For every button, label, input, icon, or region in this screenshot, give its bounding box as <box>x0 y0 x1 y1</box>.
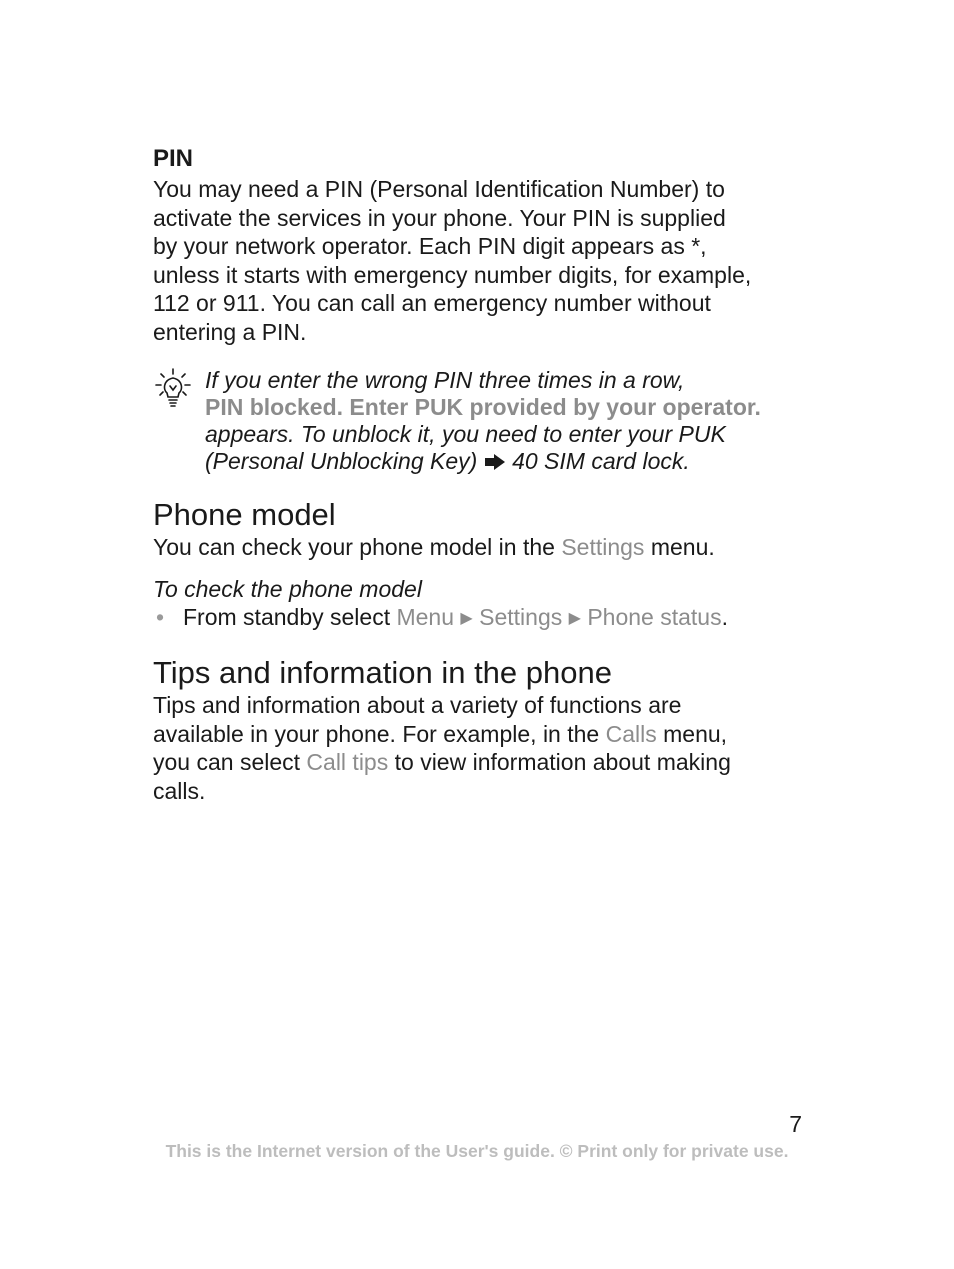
triangle-right-icon: ▶ <box>460 610 473 628</box>
lightbulb-icon <box>153 367 195 409</box>
step-period: . <box>721 604 728 631</box>
tips-text: menu, <box>663 720 728 747</box>
tip-line: If you enter the wrong PIN three times in a row, <box>205 366 685 393</box>
instruction-step <box>153 603 813 633</box>
tip-ui-message: PIN blocked. Enter PUK provided by your operator. <box>205 393 761 420</box>
tips-body-line: calls. <box>153 777 206 804</box>
triangle-right-icon: ▶ <box>568 610 581 628</box>
tip-page-reference[interactable]: 40 SIM card lock. <box>512 447 690 474</box>
calls-menu-term: Calls <box>605 720 657 747</box>
phone-model-intro <box>153 533 813 562</box>
tips-heading: Tips and information in the phone <box>153 655 612 691</box>
pin-body-line: by your network operator. Each PIN digit appears as *, <box>153 233 707 260</box>
tips-body-line <box>153 748 813 777</box>
tips-text: you can select <box>153 749 301 776</box>
settings-term: Settings <box>479 604 563 631</box>
intro-text: menu. <box>650 533 715 560</box>
page-number: 7 <box>789 1111 802 1137</box>
call-tips-term: Call tips <box>306 749 389 776</box>
footer-notice: This is the Internet version of the User's guide. © Print only for private use. <box>165 1141 789 1161</box>
bullet-icon: • <box>156 604 165 631</box>
phone-model-heading: Phone model <box>153 496 336 532</box>
phone-status-term: Phone status <box>587 604 722 631</box>
pin-body-line: entering a PIN. <box>153 318 307 345</box>
pin-body-line: unless it starts with emergency number digits, for example, <box>153 261 752 288</box>
pin-body-line: 112 or 911. You can call an emergency number without <box>153 290 711 317</box>
pin-section <box>153 143 813 475</box>
tips-body-line: Tips and information about a variety of functions are <box>153 692 682 719</box>
pin-body-line: activate the services in your phone. Your PIN is supplied <box>153 204 726 231</box>
task-title: To check the phone model <box>153 576 422 603</box>
pin-body-line: You may need a PIN (Personal Identification Number) to <box>153 176 725 202</box>
phone-model-section <box>153 497 813 634</box>
tip-line <box>205 448 813 475</box>
tips-text: available in your phone. For example, in the <box>153 720 600 747</box>
pin-heading: PIN <box>153 145 194 172</box>
arrow-right-icon <box>484 453 506 471</box>
tip-line-text: (Personal Unblocking Key) <box>205 447 478 474</box>
intro-text: You can check your phone model in the <box>153 533 555 560</box>
tips-body-line <box>153 720 813 749</box>
tip-line: appears. To unblock it, you need to enter your PUK <box>205 420 726 447</box>
tips-text: to view information about making <box>394 749 731 776</box>
settings-menu-term: Settings <box>561 533 645 560</box>
tips-section <box>153 655 813 805</box>
step-text: From standby select <box>183 604 391 631</box>
page-content <box>153 143 813 806</box>
tip-note <box>153 367 813 475</box>
menu-term: Menu <box>396 604 455 631</box>
